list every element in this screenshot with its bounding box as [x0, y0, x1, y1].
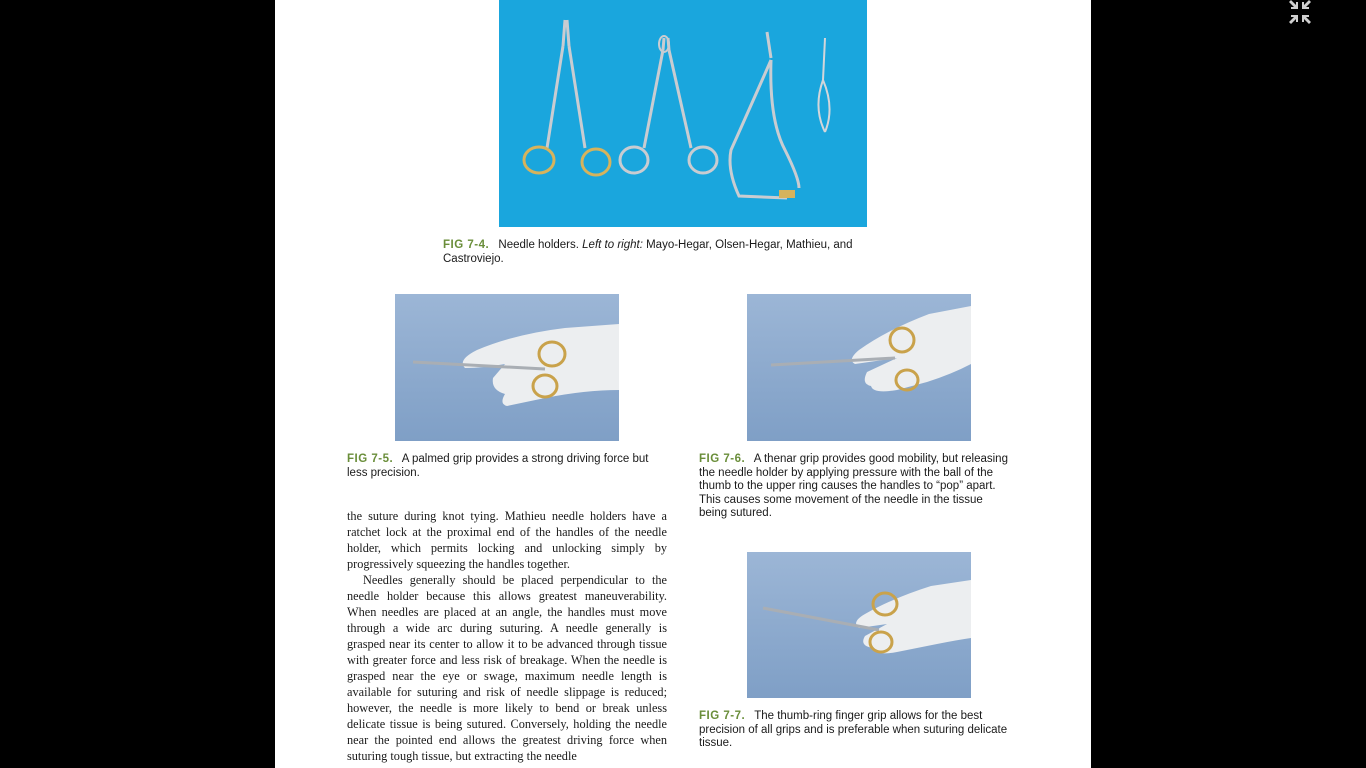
thenar-grip-photo	[747, 294, 971, 441]
fig-7-5-label: FIG 7-5.	[347, 453, 394, 465]
fig-7-5-caption	[347, 453, 665, 480]
palmed-grip-illustration	[395, 294, 619, 441]
fig-7-4-text-italic: Left to right:	[582, 239, 643, 251]
fig-7-7-label: FIG 7-7.	[699, 710, 746, 722]
fig-7-4-text-a: Needle holders.	[498, 239, 579, 251]
needle-holders-photo	[499, 0, 867, 227]
fig-7-4-caption	[443, 239, 891, 266]
thumb-ring-grip-illustration	[747, 552, 971, 698]
thumb-ring-grip-photo	[747, 552, 971, 698]
fig-7-5-text: A palmed grip provides a strong driving force but less precision.	[347, 453, 649, 479]
fig-7-4-label: FIG 7-4.	[443, 239, 490, 251]
fig-7-6-text: A thenar grip provides good mobility, but releasing the needle holder by applying pressure with the ball of the thumb to the upper ring causes the handles to “pop” apart. This causes some movement of the needle in the tissue being sutured.	[699, 453, 1008, 519]
exit-fullscreen-button[interactable]	[1287, 0, 1313, 24]
palmed-grip-photo	[395, 294, 619, 441]
body-text	[347, 508, 667, 764]
needle-holders-illustration	[499, 0, 867, 227]
exit-fullscreen-icon	[1287, 0, 1313, 24]
fig-7-6-caption	[699, 453, 1013, 521]
fig-7-7-caption	[699, 710, 1013, 751]
fig-7-7-text: The thumb-ring finger grip allows for the best precision of all grips and is preferable when suturing delicate tissue.	[699, 710, 1008, 749]
thenar-grip-illustration	[747, 294, 971, 441]
body-paragraph-2: Needles generally should be placed perpendicular to the needle holder because this allows greatest maneuverability. When needles are placed at an angle, the handles must move through a wide arc during suturing. A needle generally is grasped near its center to allow it to be advanced through tissue with greater force and less risk of breakage. When the needle is grasped near the eye or swage, maximum needle length is available for suturing and risk of needle slippage is reduced; however, the needle is more likely to bend or break unless delicate tissue is being sutured. Conversely, holding the needle near the pointed end allows the greatest driving force when suturing tough tissue, but extracting the needle	[347, 573, 667, 763]
fig-7-6-label: FIG 7-6.	[699, 453, 746, 465]
body-paragraph-1: the suture during knot tying. Mathieu needle holders have a ratchet lock at the proximal end of the handles of the needle holder, which permits locking and unlocking simply by progressively squeezing the handles together.	[347, 509, 667, 571]
document-page	[275, 0, 1091, 768]
fig-7-4-text-b: Mayo-Hegar, Olsen-Hegar, Mathieu, and Castroviejo.	[443, 239, 853, 265]
